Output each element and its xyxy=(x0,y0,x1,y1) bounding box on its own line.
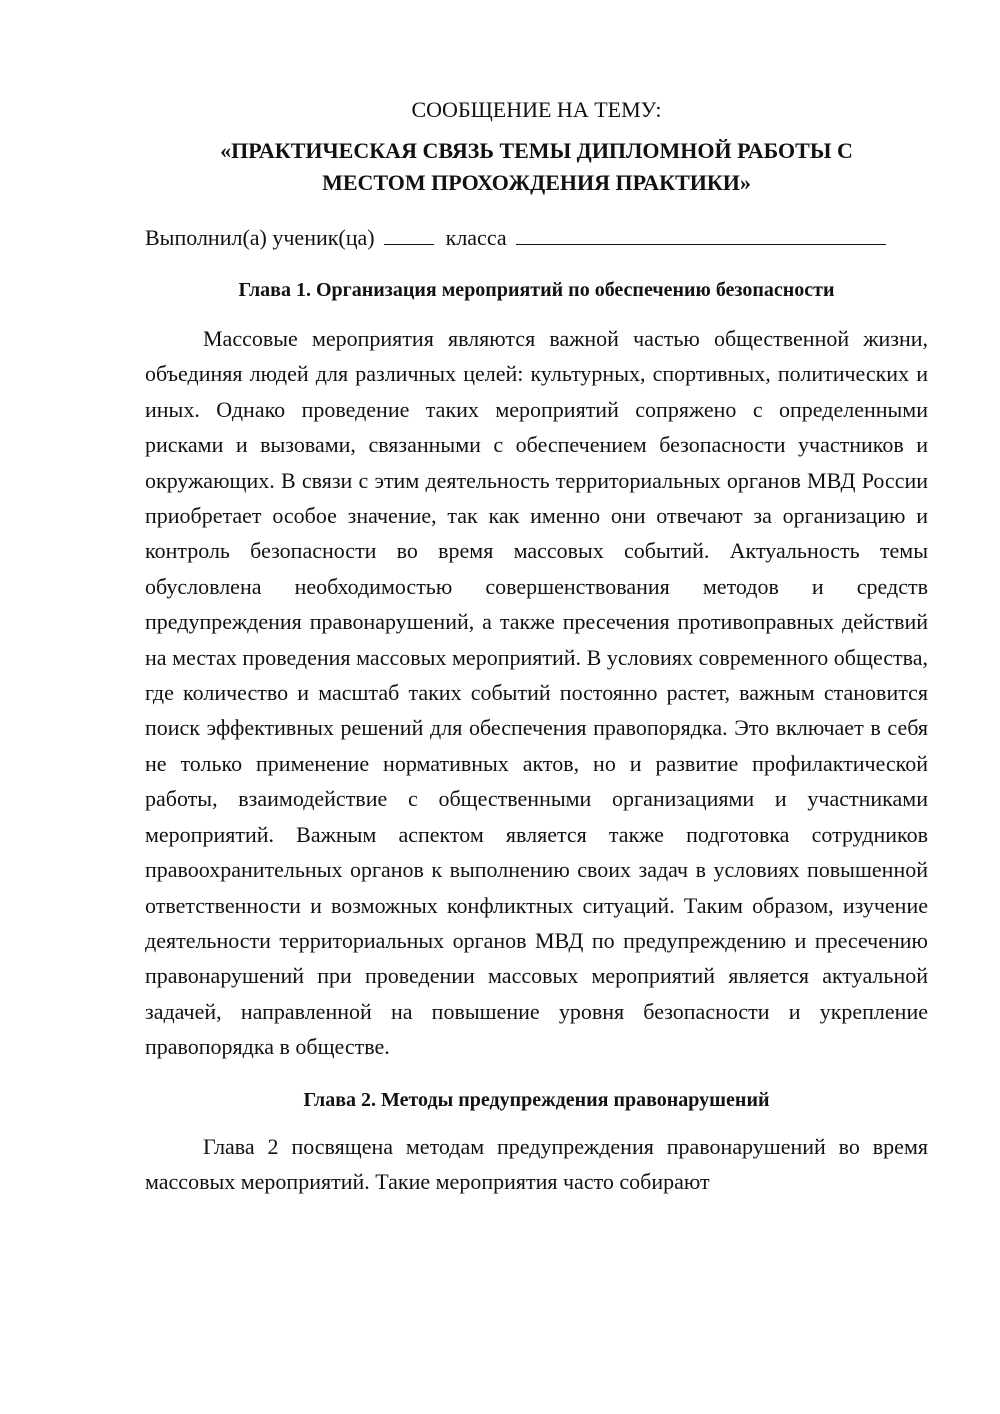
document-title-line-2: МЕСТОМ ПРОХОЖДЕНИЯ ПРАКТИКИ» xyxy=(322,170,751,195)
document-title-line-1: «ПРАКТИЧЕСКАЯ СВЯЗЬ ТЕМЫ ДИПЛОМНОЙ РАБОТЫ С xyxy=(220,138,853,163)
executor-line xyxy=(145,221,928,255)
chapter-1-paragraph: Массовые мероприятия являются важной частью общественной жизни, объединяя людей для различных целей: культурных, спортивных, политических и иных. Однако проведение таких мероприятий сопряжено с определенными рисками и вызовами, связанными с обеспечением безопасности участников и окружающих. В связи с этим деятельность территориальных органов МВД России приобретает особое значение, так как именно они отвечают за организацию и контроль безопасности во время массовых событий. Актуальность темы обусловлена необходимостью совершенствования методов и средств предупреждения правонарушений, а также пресечения противоправных действий на местах проведения массовых мероприятий. В условиях современного общества, где количество и масштаб таких событий постоянно растет, важным становится поиск эффективных решений для обеспечения правопорядка. Это включает в себя не только применение нормативных актов, но и развитие профилактической работы, взаимодействие с общественными организациями и участниками мероприятий. Важным аспектом является также подготовка сотрудников правоохранительных органов к выполнению своих задач в условиях повышенной ответственности и возможных конфликтных ситуаций. Таким образом, изучение деятельности территориальных органов МВД по предупреждению и пресечению правонарушений при проведении массовых мероприятий является актуальной задачей, направленной на повышение уровня безопасности и укрепление правопорядка в обществе. xyxy=(145,326,928,1060)
grade-blank xyxy=(384,222,434,245)
chapter-2-heading: Глава 2. Методы предупреждения правонарушений xyxy=(303,1088,770,1111)
document-content xyxy=(145,93,928,1199)
class-label: класса xyxy=(445,225,507,250)
class-name-blank xyxy=(516,222,886,245)
chapter-1-heading: Глава 1. Организация мероприятий по обеспечению безопасности xyxy=(238,279,835,301)
chapter-2-paragraph: Глава 2 посвящена методам предупреждения правонарушений во время массовых мероприятий. Такие мероприятия часто собирают xyxy=(145,1133,928,1194)
executor-label: Выполнил(а) ученик(ца) xyxy=(145,225,375,250)
document-title xyxy=(145,135,928,199)
document-header: СООБЩЕНИЕ НА ТЕМУ: xyxy=(411,97,662,122)
